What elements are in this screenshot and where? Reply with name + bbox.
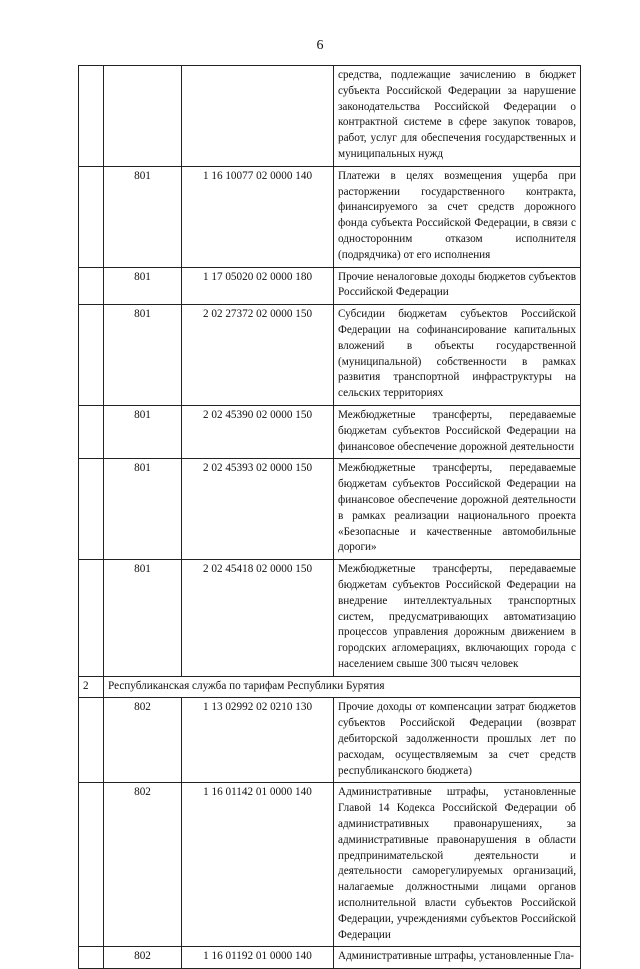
- revenue-code: 2 02 27372 02 0000 150: [182, 305, 334, 406]
- admin-code: 801: [104, 166, 182, 267]
- revenue-description: Платежи в целях возмещения ущерба при расторжении государственного контракта, финансируемого за счет средств дорожного фонда субъекта Российской Федерации, в связи с односторонним отказом исполнителя (подрядчика) от его исполнения: [334, 166, 581, 267]
- revenue-code: 1 17 05020 02 0000 180: [182, 267, 334, 305]
- revenue-description: Межбюджетные трансферты, передаваемые бюджетам субъектов Российской Федерации на внедрение интеллектуальных транспортных систем, предусматривающих автоматизацию процессов управления дорожным движением в городских агломерациях, включающих города с населением свыше 300 тысяч человек: [334, 560, 581, 677]
- revenue-description: Межбюджетные трансферты, передаваемые бюджетам субъектов Российской Федерации на финансовое обеспечение дорожной деятельности в рамках реализации национального проекта «Безопасные и качественные автомобильные дороги»: [334, 459, 581, 560]
- row-number: [79, 405, 104, 458]
- admin-code: 801: [104, 305, 182, 406]
- revenue-code: [182, 66, 334, 167]
- revenue-description: Межбюджетные трансферты, передаваемые бюджетам субъектов Российской Федерации на финансовое обеспечение дорожной деятельности: [334, 405, 581, 458]
- row-number: [79, 305, 104, 406]
- revenue-code: 2 02 45418 02 0000 150: [182, 560, 334, 677]
- revenue-description: Субсидии бюджетам субъектов Российской Федерации на софинансирование капитальных вложений в объекты государственной (муниципальной) собственности в рамках развития транспортной инфраструктуры на сельских территориях: [334, 305, 581, 406]
- table-row: [79, 66, 581, 167]
- table-row: [79, 560, 581, 677]
- table-row: [79, 166, 581, 267]
- admin-code: [104, 66, 182, 167]
- row-number: [79, 267, 104, 305]
- section-header-row: [79, 676, 581, 698]
- row-number: [79, 459, 104, 560]
- section-number: 2: [79, 676, 104, 698]
- row-number: [79, 66, 104, 167]
- table-row: [79, 947, 581, 969]
- revenue-code: 2 02 45390 02 0000 150: [182, 405, 334, 458]
- table-row: [79, 405, 581, 458]
- table-row: [79, 459, 581, 560]
- admin-code: 802: [104, 947, 182, 969]
- admin-code: 801: [104, 459, 182, 560]
- admin-code: 802: [104, 783, 182, 947]
- row-number: [79, 166, 104, 267]
- row-number: [79, 698, 104, 783]
- admin-code: 801: [104, 560, 182, 677]
- admin-code: 802: [104, 698, 182, 783]
- revenue-description: Административные штрафы, установленные Гла-: [334, 947, 581, 969]
- admin-code: 801: [104, 405, 182, 458]
- revenue-codes-table: [78, 65, 581, 969]
- revenue-description: Административные штрафы, установленные Главой 14 Кодекса Российской Федерации об административных правонарушениях, за административные правонарушения в области предпринимательской деятельности и деятельности саморегулируемых организаций, налагаемые должностными лицами органов исполнительной власти субъектов Российской Федерации, учреждениями субъектов Российской Федерации: [334, 783, 581, 947]
- row-number: [79, 947, 104, 969]
- revenue-code: 1 16 01192 01 0000 140: [182, 947, 334, 969]
- revenue-code: 1 16 01142 01 0000 140: [182, 783, 334, 947]
- admin-code: 801: [104, 267, 182, 305]
- revenue-code: 1 16 10077 02 0000 140: [182, 166, 334, 267]
- table-row: [79, 783, 581, 947]
- revenue-description: Прочие неналоговые доходы бюджетов субъектов Российской Федерации: [334, 267, 581, 305]
- row-number: [79, 783, 104, 947]
- table-row: [79, 698, 581, 783]
- revenue-description: Прочие доходы от компенсации затрат бюджетов субъектов Российской Федерации (возврат дебиторской задолженности прошлых лет по расходам, осуществляемым за счет средств республиканского бюджета): [334, 698, 581, 783]
- table-row: [79, 305, 581, 406]
- revenue-code: 1 13 02992 02 0210 130: [182, 698, 334, 783]
- section-title: Республиканская служба по тарифам Республики Бурятия: [104, 676, 581, 698]
- table-row: [79, 267, 581, 305]
- revenue-description: средства, подлежащие зачислению в бюджет субъекта Российской Федерации за нарушение законодательства Российской Федерации о контрактной системе в сфере закупок товаров, работ, услуг для обеспечения государственных и муниципальных нужд: [334, 66, 581, 167]
- revenue-code: 2 02 45393 02 0000 150: [182, 459, 334, 560]
- row-number: [79, 560, 104, 677]
- page-number: 6: [316, 38, 324, 53]
